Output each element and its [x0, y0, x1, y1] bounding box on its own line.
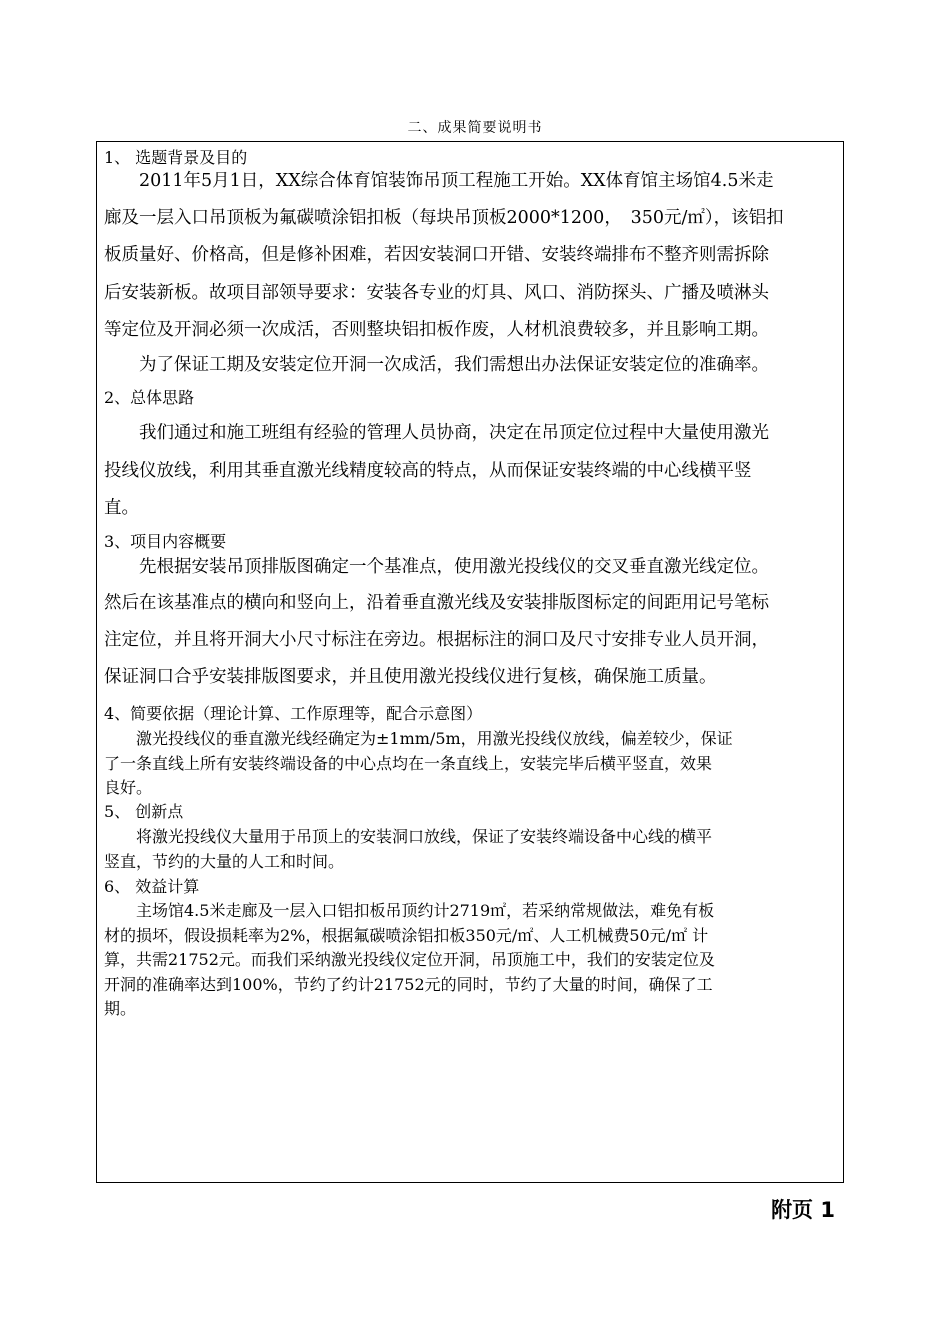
- section-heading-background: 1、 选题背景及目的: [104, 148, 248, 167]
- paragraph-line: 廊及一层入口吊顶板为氟碳喷涂铝扣板（每块吊顶板2000*1200， 350元/㎡），该铝扣: [104, 208, 784, 228]
- paragraph-line: 板质量好、价格高，但是修补困难，若因安装洞口开错、安装终端排布不整齐则需拆除: [104, 245, 769, 265]
- paragraph-line: 开洞的准确率达到100%，节约了约计21752元的同时，节约了大量的时间，确保了工: [104, 975, 713, 994]
- section-heading-basis: 4、简要依据（理论计算、工作原理等，配合示意图）: [104, 704, 483, 723]
- paragraph-line: 算，共需21752元。而我们采纳激光投线仪定位开洞，吊顶施工中，我们的安装定位及: [104, 950, 715, 969]
- paragraph-line: 主场馆4.5米走廊及一层入口铝扣板吊顶约计2719㎡，若采纳常规做法，难免有板: [104, 901, 715, 920]
- section-heading-overview: 3、项目内容概要: [104, 532, 227, 551]
- section-heading-approach: 2、总体思路: [104, 388, 195, 407]
- paragraph-line: 等定位及开洞必须一次成活，否则整块铝扣板作废，人材机浪费较多，并且影响工期。: [104, 320, 769, 340]
- paragraph-line: 材的损坏，假设损耗率为2%，根据氟碳喷涂铝扣板350元/㎡、人工机械费50元/㎡ 计: [104, 926, 709, 945]
- section-heading-innovation: 5、 创新点: [104, 802, 184, 821]
- paragraph-line: 注定位，并且将开洞大小尺寸标注在旁边。根据标注的洞口及尺寸安排专业人员开洞，: [104, 630, 769, 650]
- paragraph-line: 保证洞口合乎安装排版图要求，并且使用激光投线仪进行复核，确保施工质量。: [104, 667, 717, 687]
- paragraph-line: 后安装新板。故项目部领导要求：安装各专业的灯具、风口、消防探头、广播及喷淋头: [104, 283, 769, 303]
- paragraph-line: 先根据安装吊顶排版图确定一个基准点，使用激光投线仪的交叉垂直激光线定位。: [104, 557, 769, 577]
- paragraph-line: 我们通过和施工班组有经验的管理人员协商，决定在吊顶定位过程中大量使用激光: [104, 423, 769, 443]
- paragraph-line: 为了保证工期及安装定位开洞一次成活，我们需想出办法保证安装定位的准确率。: [104, 355, 769, 375]
- paragraph-line: 期。: [104, 999, 137, 1018]
- paragraph-line: 激光投线仪的垂直激光线经确定为±1mm/5m，用激光投线仪放线，偏差较少，保证: [104, 729, 733, 748]
- paragraph-line: 竖直，节约的大量的人工和时间。: [104, 852, 345, 871]
- paragraph-line: 2011年5月1日，XX综合体育馆装饰吊顶工程施工开始。XX体育馆主场馆4.5米走: [104, 171, 774, 191]
- paragraph-line: 了一条直线上所有安装终端设备的中心点均在一条直线上，安装完毕后横平竖直，效果: [104, 754, 713, 773]
- paragraph-line: 投线仪放线，利用其垂直激光线精度较高的特点，从而保证安装终端的中心线横平竖: [104, 461, 752, 481]
- paragraph-line: 将激光投线仪大量用于吊顶上的安装洞口放线，保证了安装终端设备中心线的横平: [104, 827, 713, 846]
- paragraph-line: 直。: [104, 498, 139, 518]
- page-title: 二、成果简要说明书: [407, 120, 543, 136]
- appendix-page-label: 附页 1: [771, 1198, 835, 1222]
- paragraph-line: 良好。: [104, 778, 153, 797]
- section-heading-benefit: 6、 效益计算: [104, 877, 200, 896]
- paragraph-line: 然后在该基准点的横向和竖向上，沿着垂直激光线及安装排版图标定的间距用记号笔标: [104, 593, 769, 613]
